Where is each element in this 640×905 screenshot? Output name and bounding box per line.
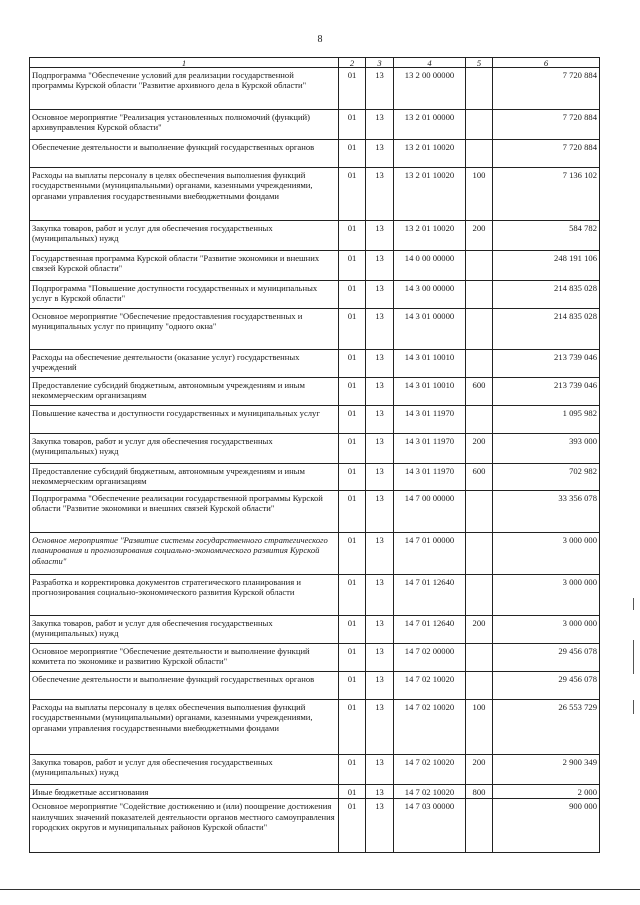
row-amount-cell: 33 356 078 (493, 491, 600, 533)
header-col-2: 2 (339, 58, 366, 68)
row-amount-cell: 900 000 (493, 799, 600, 853)
row-target-article-cell: 14 7 00 00000 (394, 491, 466, 533)
row-expense-type-cell (466, 406, 493, 434)
row-name-cell: Обеспечение деятельности и выполнение функций государственных органов (30, 672, 339, 700)
row-target-article-cell: 14 7 02 00000 (394, 644, 466, 672)
row-amount-cell: 3 000 000 (493, 575, 600, 616)
row-amount-cell: 213 739 046 (493, 378, 600, 406)
row-section-cell: 01 (339, 491, 366, 533)
table-row (30, 140, 600, 168)
row-expense-type-cell (466, 799, 493, 853)
row-name-cell: Основное мероприятие "Обеспечение предоставления государственных и муниципальных услуг по принципу "одного окна" (30, 309, 339, 350)
budget-table (29, 57, 600, 853)
row-amount-cell: 1 095 982 (493, 406, 600, 434)
row-subsection-cell: 13 (366, 644, 394, 672)
table-row (30, 110, 600, 140)
row-amount-cell: 2 000 (493, 785, 600, 799)
row-subsection-cell: 13 (366, 309, 394, 350)
scan-edge-mark (633, 640, 634, 674)
row-expense-type-cell (466, 575, 493, 616)
row-subsection-cell: 13 (366, 251, 394, 281)
table-row (30, 700, 600, 755)
row-section-cell: 01 (339, 464, 366, 491)
table-row (30, 350, 600, 378)
row-section-cell: 01 (339, 140, 366, 168)
table-row (30, 672, 600, 700)
row-amount-cell: 7 136 102 (493, 168, 600, 221)
row-section-cell: 01 (339, 168, 366, 221)
row-target-article-cell: 14 7 03 00000 (394, 799, 466, 853)
row-amount-cell: 2 900 349 (493, 755, 600, 785)
row-expense-type-cell (466, 672, 493, 700)
row-subsection-cell: 13 (366, 110, 394, 140)
row-subsection-cell: 13 (366, 785, 394, 799)
row-section-cell: 01 (339, 350, 366, 378)
row-target-article-cell: 14 7 01 00000 (394, 533, 466, 575)
row-name-cell: Предоставление субсидий бюджетным, автономным учреждениям и иным некоммерческим организациям (30, 378, 339, 406)
row-target-article-cell: 14 3 01 00000 (394, 309, 466, 350)
row-name-cell: Предоставление субсидий бюджетным, автономным учреждениям и иным некоммерческим организациям (30, 464, 339, 491)
row-subsection-cell: 13 (366, 799, 394, 853)
row-target-article-cell: 14 7 02 10020 (394, 700, 466, 755)
row-target-article-cell: 13 2 01 10020 (394, 221, 466, 251)
table-row (30, 221, 600, 251)
row-section-cell: 01 (339, 378, 366, 406)
row-subsection-cell: 13 (366, 378, 394, 406)
row-name-cell: Закупка товаров, работ и услуг для обеспечения государственных (муниципальных) нужд (30, 434, 339, 464)
row-expense-type-cell (466, 110, 493, 140)
row-section-cell: 01 (339, 616, 366, 644)
row-expense-type-cell: 100 (466, 700, 493, 755)
row-section-cell: 01 (339, 221, 366, 251)
table-row (30, 251, 600, 281)
row-name-cell: Повышение качества и доступности государственных и муниципальных услуг (30, 406, 339, 434)
table-header-row (30, 58, 600, 68)
row-expense-type-cell (466, 68, 493, 110)
header-col-5: 5 (466, 58, 493, 68)
row-target-article-cell: 14 3 00 00000 (394, 281, 466, 309)
row-target-article-cell: 14 3 01 11970 (394, 464, 466, 491)
row-name-cell: Подпрограмма "Обеспечение реализации государственной программы Курской области "Развитие экономики и внешних связей Курской области" (30, 491, 339, 533)
table-row (30, 464, 600, 491)
table-row (30, 378, 600, 406)
row-name-cell: Основное мероприятие "Содействие достижению и (или) поощрение достижения наилучших значений показателей деятельности органов местного самоуправления городских округов и муниципальных районов Курской области" (30, 799, 339, 853)
row-expense-type-cell (466, 350, 493, 378)
table-row (30, 575, 600, 616)
row-target-article-cell: 14 7 01 12640 (394, 575, 466, 616)
row-amount-cell: 214 835 028 (493, 309, 600, 350)
table-row (30, 755, 600, 785)
row-amount-cell: 29 456 078 (493, 672, 600, 700)
row-amount-cell: 29 456 078 (493, 644, 600, 672)
row-subsection-cell: 13 (366, 434, 394, 464)
row-subsection-cell: 13 (366, 700, 394, 755)
table-row (30, 434, 600, 464)
row-target-article-cell: 14 7 01 12640 (394, 616, 466, 644)
row-expense-type-cell: 200 (466, 616, 493, 644)
row-target-article-cell: 14 3 01 10010 (394, 378, 466, 406)
row-target-article-cell: 14 3 01 10010 (394, 350, 466, 378)
scan-edge-mark (633, 598, 634, 610)
row-subsection-cell: 13 (366, 672, 394, 700)
row-section-cell: 01 (339, 755, 366, 785)
row-subsection-cell: 13 (366, 281, 394, 309)
table-row (30, 799, 600, 853)
row-section-cell: 01 (339, 434, 366, 464)
row-name-cell: Обеспечение деятельности и выполнение функций государственных органов (30, 140, 339, 168)
row-name-cell: Расходы на выплаты персоналу в целях обеспечения выполнения функций государственными (муниципальными) органами, казенными учреждениями, органами управления государственными внебюджетными фондами (30, 168, 339, 221)
row-section-cell: 01 (339, 672, 366, 700)
row-expense-type-cell (466, 251, 493, 281)
row-expense-type-cell: 200 (466, 755, 493, 785)
table-row (30, 168, 600, 221)
row-section-cell: 01 (339, 785, 366, 799)
row-subsection-cell: 13 (366, 616, 394, 644)
row-subsection-cell: 13 (366, 575, 394, 616)
row-amount-cell: 7 720 884 (493, 110, 600, 140)
row-section-cell: 01 (339, 700, 366, 755)
row-amount-cell: 7 720 884 (493, 68, 600, 110)
row-name-cell: Подпрограмма "Обеспечение условий для реализации государственной программы Курской области "Развитие архивного дела в Курской области" (30, 68, 339, 110)
table-row (30, 533, 600, 575)
row-section-cell: 01 (339, 799, 366, 853)
row-subsection-cell: 13 (366, 140, 394, 168)
row-subsection-cell: 13 (366, 221, 394, 251)
table-row (30, 491, 600, 533)
row-target-article-cell: 14 3 01 11970 (394, 434, 466, 464)
row-target-article-cell: 13 2 01 10020 (394, 168, 466, 221)
row-expense-type-cell: 600 (466, 464, 493, 491)
row-subsection-cell: 13 (366, 464, 394, 491)
row-subsection-cell: 13 (366, 68, 394, 110)
row-amount-cell: 248 191 106 (493, 251, 600, 281)
row-amount-cell: 393 000 (493, 434, 600, 464)
row-expense-type-cell: 600 (466, 378, 493, 406)
table-row (30, 406, 600, 434)
row-amount-cell: 3 000 000 (493, 616, 600, 644)
table-row (30, 281, 600, 309)
row-name-cell: Расходы на обеспечение деятельности (оказание услуг) государственных учреждений (30, 350, 339, 378)
row-expense-type-cell (466, 309, 493, 350)
row-name-cell: Основное мероприятие "Обеспечение деятельности и выполнение функций комитета по экономике и развитию Курской области" (30, 644, 339, 672)
row-section-cell: 01 (339, 644, 366, 672)
row-name-cell: Закупка товаров, работ и услуг для обеспечения государственных (муниципальных) нужд (30, 221, 339, 251)
row-name-cell: Иные бюджетные ассигнования (30, 785, 339, 799)
row-subsection-cell: 13 (366, 755, 394, 785)
row-name-cell: Подпрограмма "Повышение доступности государственных и муниципальных услуг в Курской области" (30, 281, 339, 309)
row-name-cell: Закупка товаров, работ и услуг для обеспечения государственных (муниципальных) нужд (30, 616, 339, 644)
row-target-article-cell: 14 3 01 11970 (394, 406, 466, 434)
row-target-article-cell: 14 7 02 10020 (394, 755, 466, 785)
row-amount-cell: 702 982 (493, 464, 600, 491)
table-row (30, 644, 600, 672)
row-subsection-cell: 13 (366, 406, 394, 434)
row-section-cell: 01 (339, 68, 366, 110)
header-col-6: 6 (493, 58, 600, 68)
row-expense-type-cell: 200 (466, 221, 493, 251)
row-target-article-cell: 13 2 01 10020 (394, 140, 466, 168)
row-target-article-cell: 14 7 02 10020 (394, 785, 466, 799)
row-name-cell: Расходы на выплаты персоналу в целях обеспечения выполнения функций государственными (муниципальными) органами, казенными учреждениями, органами управления государственными внебюджетными фондами (30, 700, 339, 755)
row-target-article-cell: 13 2 01 00000 (394, 110, 466, 140)
row-section-cell: 01 (339, 533, 366, 575)
row-target-article-cell: 14 0 00 00000 (394, 251, 466, 281)
row-amount-cell: 3 000 000 (493, 533, 600, 575)
row-subsection-cell: 13 (366, 168, 394, 221)
row-amount-cell: 7 720 884 (493, 140, 600, 168)
row-section-cell: 01 (339, 281, 366, 309)
row-expense-type-cell (466, 491, 493, 533)
row-amount-cell: 214 835 028 (493, 281, 600, 309)
row-expense-type-cell (466, 140, 493, 168)
table-row (30, 616, 600, 644)
row-section-cell: 01 (339, 110, 366, 140)
row-name-cell: Основное мероприятие "Реализация установленных полномочий (функций) архивуправления Курской области" (30, 110, 339, 140)
row-expense-type-cell: 200 (466, 434, 493, 464)
table-row (30, 309, 600, 350)
row-name-cell: Закупка товаров, работ и услуг для обеспечения государственных (муниципальных) нужд (30, 755, 339, 785)
row-expense-type-cell (466, 533, 493, 575)
row-section-cell: 01 (339, 406, 366, 434)
row-expense-type-cell: 100 (466, 168, 493, 221)
row-target-article-cell: 13 2 00 00000 (394, 68, 466, 110)
header-col-4: 4 (394, 58, 466, 68)
row-target-article-cell: 14 7 02 10020 (394, 672, 466, 700)
page-number: 8 (317, 34, 323, 45)
table-row (30, 68, 600, 110)
row-expense-type-cell (466, 281, 493, 309)
row-subsection-cell: 13 (366, 533, 394, 575)
row-expense-type-cell (466, 644, 493, 672)
row-section-cell: 01 (339, 251, 366, 281)
row-amount-cell: 584 782 (493, 221, 600, 251)
row-section-cell: 01 (339, 575, 366, 616)
scan-edge-mark (633, 700, 634, 714)
scan-bottom-rule (0, 889, 640, 890)
row-amount-cell: 26 553 729 (493, 700, 600, 755)
row-section-cell: 01 (339, 309, 366, 350)
row-amount-cell: 213 739 046 (493, 350, 600, 378)
row-name-cell: Основное мероприятие "Развитие системы государственного стратегического планирования и прогнозирования социально-экономического развития Курской области" (30, 533, 339, 575)
table-row (30, 785, 600, 799)
row-name-cell: Разработка и корректировка документов стратегического планирования и прогнозирования социально-экономического развития Курской области (30, 575, 339, 616)
row-subsection-cell: 13 (366, 350, 394, 378)
row-expense-type-cell: 800 (466, 785, 493, 799)
header-col-3: 3 (366, 58, 394, 68)
row-name-cell: Государственная программа Курской области "Развитие экономики и внешних связей Курской области" (30, 251, 339, 281)
header-col-1: 1 (30, 58, 339, 68)
table-body (30, 68, 600, 853)
row-subsection-cell: 13 (366, 491, 394, 533)
